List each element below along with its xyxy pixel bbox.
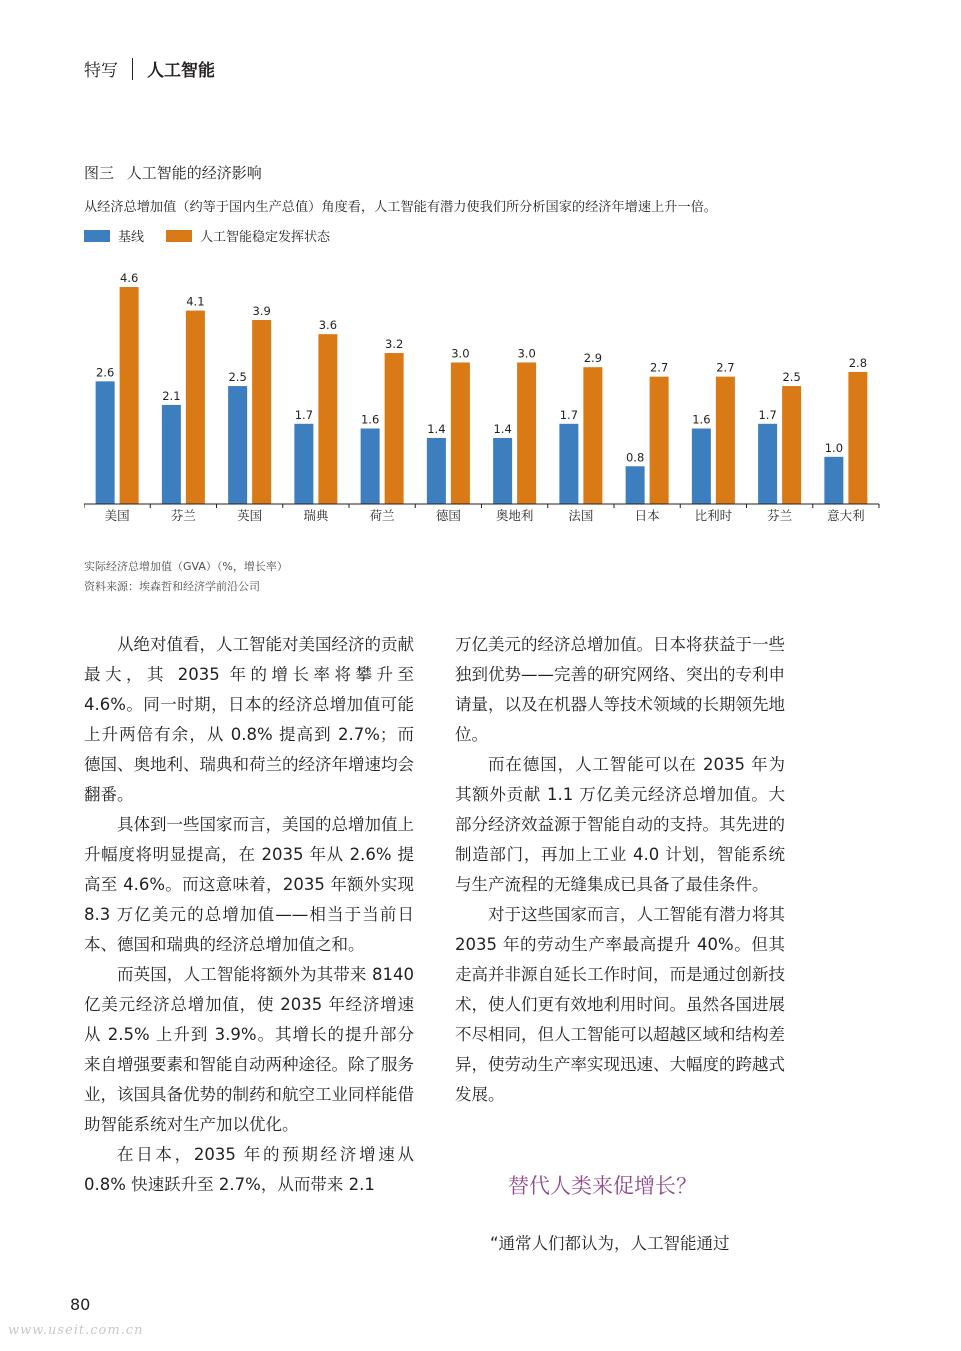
data-label-ai-4: 3.2 (384, 337, 404, 352)
paragraph: 具体到一些国家而言，美国的总增加值上升幅度将明显提高，在 2035 年从 2.6% 提高至 4.6%。而这意味着，2035 年额外实现 8.3 万亿美元的总增加值——相当于当前日本、德国和瑞典的经济总增加值之和。 (84, 815, 414, 954)
legend-swatch-ai (166, 230, 192, 242)
category-label-7: 法国 (568, 508, 594, 523)
bar-baseline-10 (758, 424, 777, 504)
bar-baseline-11 (824, 457, 843, 504)
header-divider (132, 58, 133, 80)
article-column-left (84, 630, 414, 1200)
paragraph: 而在德国，人工智能可以在 2035 年为其额外贡献 1.1 万亿美元经济总增加值。大部分经济效益源于智能自动的支持。其先进的制造部门，再加上工业 4.0 计划，智能系统与生产流程的无缝集成已具备了最佳条件。 (455, 755, 785, 894)
bar-ai-11 (848, 372, 867, 504)
category-label-0: 美国 (104, 508, 130, 523)
data-label-baseline-9: 1.6 (692, 412, 711, 427)
figure-subtitle: 从经济总增加值（约等于国内生产总值）角度看，人工智能有潜力使我们所分析国家的经济年增速上升一倍。 (84, 200, 717, 215)
category-label-5: 德国 (435, 508, 461, 523)
watermark: www.useit.com.cn (8, 1323, 144, 1338)
bar-baseline-8 (626, 466, 645, 504)
data-label-ai-9: 2.7 (716, 360, 735, 375)
data-label-baseline-4: 1.6 (360, 412, 380, 427)
page-number: 80 (70, 1295, 91, 1314)
legend-item-baseline (84, 226, 144, 245)
data-label-ai-11: 2.8 (848, 355, 868, 370)
legend-label-baseline: 基线 (118, 230, 145, 245)
data-label-ai-2: 3.9 (252, 304, 271, 319)
data-label-ai-6: 3.0 (517, 346, 536, 361)
paragraph: 从绝对值看，人工智能对美国经济的贡献最大，其 2035 年的增长率将攀升至 4.6%。同一时期，日本的经济总增加值可能上升两倍有余，从 0.8% 提高到 2.7%；而德国、奥地利、瑞典和荷兰的经济年增速均会翻番。 (84, 635, 414, 804)
chart-note-measure: 实际经济总增加值（GVA）（%，增长率） (84, 560, 288, 573)
bar-ai-10 (782, 386, 801, 504)
bar-baseline-2 (228, 386, 247, 504)
category-label-3: 瑞典 (303, 508, 329, 523)
data-label-baseline-7: 1.7 (559, 407, 579, 422)
bar-baseline-0 (96, 381, 115, 504)
category-label-10: 芬兰 (767, 508, 793, 523)
paragraph: 对于这些国家而言，人工智能有潜力将其 2035 年的劳动生产率最高提升 40%。但其走高并非源自延长工作时间，而是通过创新技术，使人们更有效地利用时间。虽然各国进展不尽相同，但人工智能可以超越区域和结构差异，使劳动生产率实现迅速、大幅度的跨越式发展。 (455, 905, 785, 1104)
bar-ai-5 (451, 362, 470, 504)
bar-ai-7 (583, 367, 602, 504)
bar-baseline-1 (162, 405, 181, 504)
legend-item-ai (166, 226, 330, 245)
chart-legend (84, 226, 352, 245)
category-label-8: 日本 (634, 508, 660, 523)
header-section: 特写 (84, 61, 118, 81)
figure-title (84, 162, 262, 183)
bar-baseline-7 (559, 424, 578, 504)
data-label-baseline-1: 2.1 (162, 388, 181, 403)
paragraph: 而英国，人工智能将额外为其带来 8140 亿美元经济总增加值，使 2035 年经济增速从 2.5% 上升到 3.9%。其增长的提升部分来自增强要素和智能自动两种途径。除了服务业，该国具备优势的制药和航空工业同样能借助智能系统对生产加以优化。 (84, 965, 414, 1134)
bar-baseline-4 (361, 429, 380, 504)
bar-ai-2 (252, 320, 271, 504)
data-label-ai-0: 4.6 (119, 271, 139, 285)
gva-bar-chart (84, 262, 884, 528)
category-label-9: 比利时 (694, 508, 733, 523)
legend-label-ai: 人工智能稳定发挥状态 (200, 230, 331, 245)
bar-baseline-5 (427, 438, 446, 504)
data-label-baseline-6: 1.4 (493, 421, 512, 436)
data-label-baseline-5: 1.4 (427, 421, 446, 436)
category-label-2: 英国 (237, 508, 263, 523)
quote-start: “通常人们都认为，人工智能通过 (490, 1234, 730, 1253)
data-label-ai-1: 4.1 (186, 294, 205, 309)
data-label-baseline-11: 1.0 (824, 440, 844, 455)
figure-number: 图三 (84, 164, 115, 182)
data-label-baseline-8: 0.8 (625, 450, 645, 465)
running-header (84, 56, 215, 81)
bar-ai-3 (318, 334, 337, 504)
legend-swatch-baseline (84, 230, 110, 242)
bar-baseline-6 (493, 438, 512, 504)
bar-ai-8 (650, 377, 669, 504)
bar-ai-6 (517, 362, 536, 504)
data-label-baseline-3: 1.7 (294, 407, 314, 422)
section-subheading: 替代人类来促增长？ (508, 1174, 697, 1198)
figure-title-text: 人工智能的经济影响 (126, 164, 262, 182)
paragraph-continued: 万亿美元的经济总增加值。日本将获益于一些独到优势——完善的研究网络、突出的专利申请量，以及在机器人等技术领域的长期领先地位。 (455, 635, 785, 744)
bar-ai-1 (186, 311, 205, 504)
data-label-ai-7: 2.9 (583, 351, 603, 366)
bar-ai-9 (716, 377, 735, 504)
header-topic: 人工智能 (147, 61, 215, 81)
bar-baseline-9 (692, 429, 711, 504)
bar-ai-0 (120, 287, 139, 504)
paragraph: 在日本，2035 年的预期经济增速从 0.8% 快速跃升至 2.7%，从而带来 2.1 (84, 1145, 414, 1194)
data-label-ai-10: 2.5 (782, 370, 801, 385)
bar-ai-4 (385, 353, 404, 504)
data-label-ai-5: 3.0 (451, 346, 470, 361)
category-label-4: 荷兰 (369, 508, 395, 523)
data-label-baseline-10: 1.7 (758, 407, 777, 422)
article-column-right (455, 630, 785, 1110)
category-label-1: 芬兰 (170, 508, 196, 523)
bar-baseline-3 (294, 424, 313, 504)
data-label-ai-8: 2.7 (649, 360, 669, 375)
category-label-6: 奥地利 (495, 508, 534, 523)
data-label-baseline-0: 2.6 (95, 365, 115, 380)
data-label-baseline-2: 2.5 (228, 370, 247, 385)
data-label-ai-3: 3.6 (318, 318, 338, 333)
chart-note-source: 资料来源：埃森哲和经济学前沿公司 (84, 580, 260, 593)
category-label-11: 意大利 (827, 508, 865, 523)
